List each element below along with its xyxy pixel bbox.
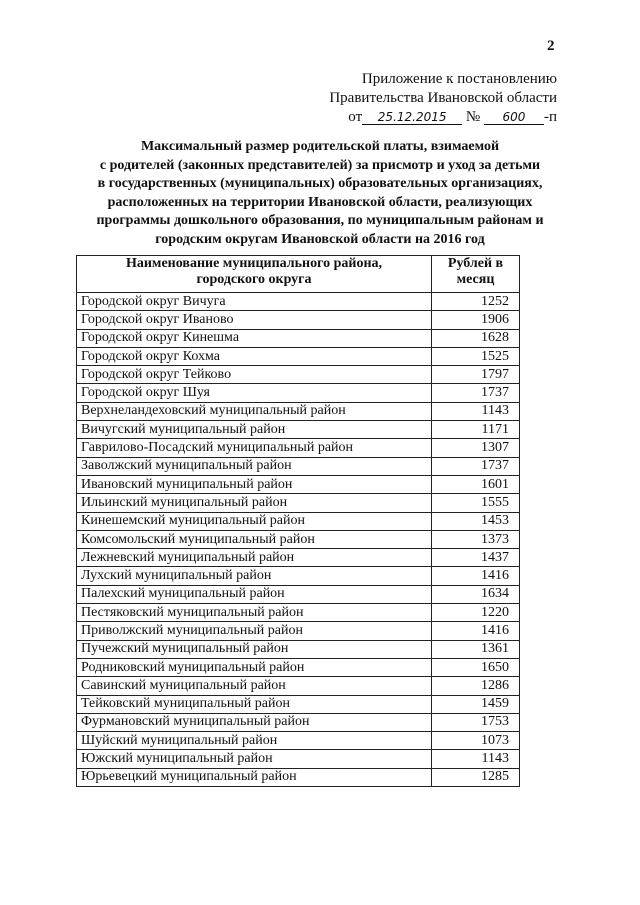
district-name: Савинский муниципальный район (77, 677, 432, 695)
monthly-fee: 1286 (432, 677, 520, 695)
monthly-fee: 1220 (432, 604, 520, 622)
monthly-fee: 1143 (432, 402, 520, 420)
monthly-fee: 1307 (432, 439, 520, 457)
title-line: городским округам Ивановской области на 2016 год (155, 231, 485, 247)
table-row (77, 366, 520, 384)
district-name: Городской округ Кохма (77, 347, 432, 365)
monthly-fee: 1650 (432, 658, 520, 676)
district-name: Комсомольский муниципальный район (77, 530, 432, 548)
handwritten-number: 600 (484, 110, 544, 125)
monthly-fee: 1171 (432, 421, 520, 439)
appendix-header (329, 70, 557, 127)
title-line: расположенных на территории Ивановской области, реализующих (107, 194, 533, 210)
table-row (77, 439, 520, 457)
monthly-fee: 1437 (432, 549, 520, 567)
table-row (77, 512, 520, 530)
monthly-fee: 1416 (432, 567, 520, 585)
table-row (77, 567, 520, 585)
monthly-fee: 1252 (432, 293, 520, 311)
table-row (77, 640, 520, 658)
district-name: Лухский муниципальный район (77, 567, 432, 585)
district-name: Городской округ Кинешма (77, 329, 432, 347)
title-line: программы дошкольного образования, по муниципальным районам и (96, 213, 544, 229)
monthly-fee: 1073 (432, 732, 520, 750)
from-label: от (348, 109, 363, 125)
page-number: 2 (547, 38, 555, 54)
district-name: Южский муниципальный район (77, 750, 432, 768)
district-name: Ивановский муниципальный район (77, 475, 432, 493)
table-row (77, 494, 520, 512)
monthly-fee: 1797 (432, 366, 520, 384)
appendix-line1: Приложение к постановлению (361, 71, 557, 87)
monthly-fee: 1737 (432, 384, 520, 402)
district-name: Городской округ Шуя (77, 384, 432, 402)
monthly-fee: 1361 (432, 640, 520, 658)
district-name: Кинешемский муниципальный район (77, 512, 432, 530)
title-line: Максимальный размер родительской платы, взимаемой (140, 139, 500, 154)
table-row (77, 347, 520, 365)
table-row (77, 677, 520, 695)
district-name: Юрьевецкий муниципальный район (77, 768, 432, 786)
monthly-fee: 1453 (432, 512, 520, 530)
district-name: Городской округ Иваново (77, 311, 432, 329)
monthly-fee: 1906 (432, 311, 520, 329)
handwritten-date: 25.12.2015 (362, 110, 462, 125)
table-row (77, 713, 520, 731)
monthly-fee: 1601 (432, 475, 520, 493)
table-row (77, 622, 520, 640)
district-name: Ильинский муниципальный район (77, 494, 432, 512)
table-row (77, 549, 520, 567)
header-amount: Рублей в месяц (432, 256, 520, 293)
number-label: № (465, 109, 481, 125)
table-row (77, 421, 520, 439)
district-name: Пучежский муниципальный район (77, 640, 432, 658)
district-name: Приволжский муниципальный район (77, 622, 432, 640)
monthly-fee: 1416 (432, 622, 520, 640)
appendix-line3 (329, 108, 557, 127)
table-row (77, 604, 520, 622)
table-row (77, 384, 520, 402)
header-name: Наименование муниципального района, городского округа (77, 256, 432, 293)
table-row (77, 311, 520, 329)
district-name: Тейковский муниципальный район (77, 695, 432, 713)
monthly-fee: 1525 (432, 347, 520, 365)
monthly-fee: 1634 (432, 585, 520, 603)
table-row (77, 457, 520, 475)
district-name: Гаврилово-Посадский муниципальный район (77, 439, 432, 457)
table-row (77, 475, 520, 493)
monthly-fee: 1459 (432, 695, 520, 713)
table-row (77, 750, 520, 768)
monthly-fee: 1753 (432, 713, 520, 731)
district-name: Верхнеландеховский муниципальный район (77, 402, 432, 420)
number-suffix: -п (543, 109, 557, 125)
table-row (77, 530, 520, 548)
district-name: Палехский муниципальный район (77, 585, 432, 603)
district-name: Родниковский муниципальный район (77, 658, 432, 676)
document-title (80, 138, 560, 250)
monthly-fee: 1555 (432, 494, 520, 512)
district-name: Заволжский муниципальный район (77, 457, 432, 475)
district-name: Фурмановский муниципальный район (77, 713, 432, 731)
title-line: в государственных (муниципальных) образовательных организациях, (97, 176, 543, 192)
district-name: Шуйский муниципальный район (77, 732, 432, 750)
table-row (77, 293, 520, 311)
monthly-fee: 1373 (432, 530, 520, 548)
table-row (77, 402, 520, 420)
monthly-fee: 1143 (432, 750, 520, 768)
district-name: Городской округ Вичуга (77, 293, 432, 311)
table-row (77, 329, 520, 347)
table-row (77, 585, 520, 603)
district-name: Вичугский муниципальный район (77, 421, 432, 439)
district-name: Пестяковский муниципальный район (77, 604, 432, 622)
monthly-fee: 1737 (432, 457, 520, 475)
title-line: с родителей (законных представителей) за присмотр и уход за детьми (99, 157, 541, 173)
monthly-fee: 1285 (432, 768, 520, 786)
district-name: Лежневский муниципальный район (77, 549, 432, 567)
table-row (77, 695, 520, 713)
table-row (77, 732, 520, 750)
fee-table (76, 255, 520, 787)
appendix-line2: Правительства Ивановской области (329, 90, 557, 106)
monthly-fee: 1628 (432, 329, 520, 347)
district-name: Городской округ Тейково (77, 366, 432, 384)
table-row (77, 768, 520, 786)
table-row (77, 658, 520, 676)
